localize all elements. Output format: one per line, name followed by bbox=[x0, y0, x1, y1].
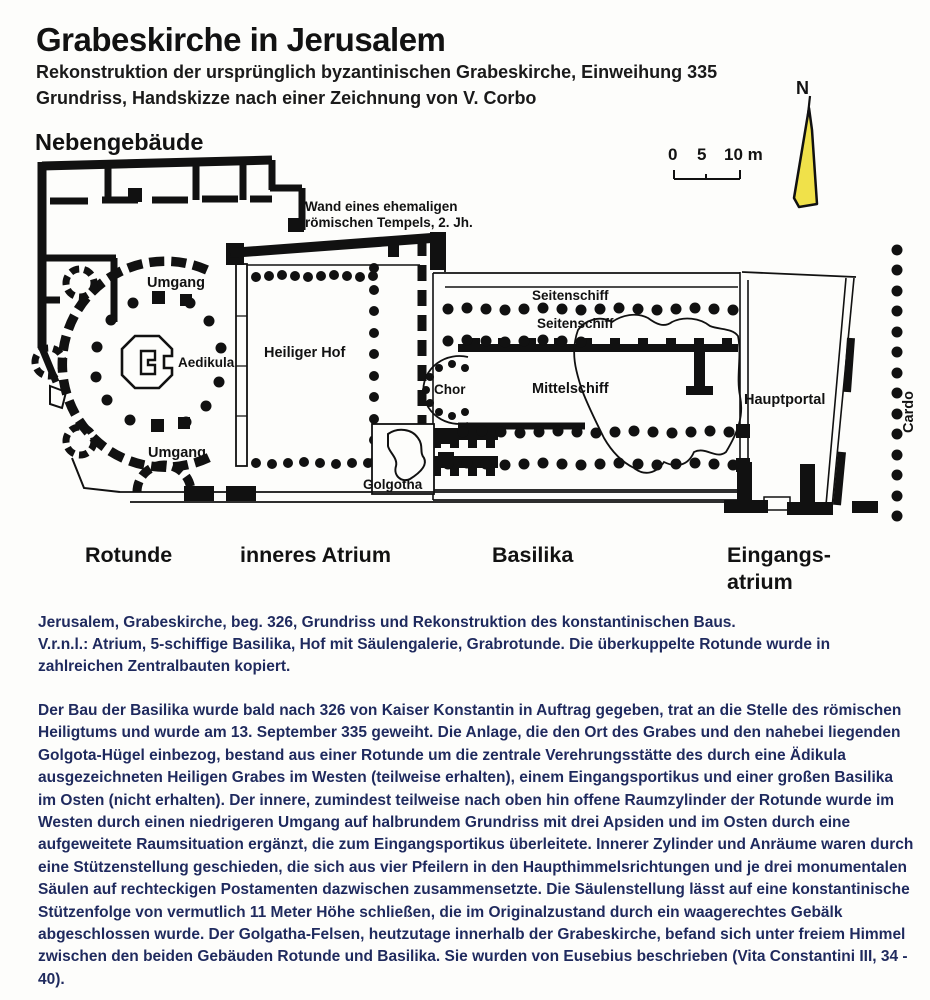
north-label: N bbox=[796, 78, 809, 98]
scale-tick-0: 0 bbox=[668, 145, 678, 164]
label-temple-wall-1: Wand eines ehemaligen bbox=[305, 199, 458, 214]
label-seitenschiff-outer: Seitenschiff bbox=[532, 288, 609, 303]
scale-tick-10: 10 m bbox=[724, 145, 763, 164]
aedicula-shrine bbox=[122, 336, 172, 388]
label-aedikula: Aedikula bbox=[178, 355, 235, 370]
label-golgotha: Golgotha bbox=[363, 477, 423, 492]
subtitle-line1: Rekonstruktion der ursprünglich byzantinischen Grabeskirche, Einweihung 335 bbox=[36, 62, 718, 83]
label-mittelschiff: Mittelschiff bbox=[532, 381, 609, 397]
caption bbox=[38, 612, 910, 678]
label-cardo: Cardo bbox=[901, 391, 917, 433]
scale-tick-5: 5 bbox=[697, 145, 707, 164]
zone-rotunde: Rotunde bbox=[85, 543, 173, 567]
cardo-columns bbox=[892, 245, 903, 522]
label-seitenschiff-inner: Seitenschiff bbox=[537, 316, 614, 331]
label-umgang-bottom: Umgang bbox=[148, 445, 206, 461]
label-temple-wall-2: römischen Tempels, 2. Jh. bbox=[305, 215, 473, 230]
zone-eingangsatrium-2: atrium bbox=[727, 570, 793, 594]
subtitle-line2: Grundriss, Handskizze nach einer Zeichnung von V. Corbo bbox=[36, 87, 537, 108]
zone-eingangsatrium-1: Eingangs- bbox=[727, 543, 831, 567]
north-arrow-icon bbox=[794, 96, 817, 207]
label-heiliger-hof: Heiliger Hof bbox=[264, 345, 346, 361]
label-umgang-top: Umgang bbox=[147, 275, 205, 291]
basilica-architrave-teeth bbox=[428, 338, 732, 476]
label-hauptportal: Hauptportal bbox=[744, 392, 826, 408]
roman-temple-wall bbox=[226, 237, 445, 272]
zone-inneres-atrium: inneres Atrium bbox=[240, 543, 391, 567]
label-chor: Chor bbox=[434, 382, 466, 397]
body-paragraph: Der Bau der Basilika wurde bald nach 326 von Kaiser Konstantin in Auftrag gegeben, trat an die Stelle des römischen Heiligtums und wurde am 13. September 335 geweiht. Die Anlage, die den Ort des Grabes und den nahebei liegenden Golgota-Hügel einbezog, bestand aus einer Rotunde um die zentrale Verehrungsstätte des durch eine Ädikula ausgezeichneten Heiligen Grabes im Westen (teilweise erhalten), einem Eingangsportikus und einer großen Basilika im Osten (nicht erhalten). Der innere, zumindest teilweise nach oben hin offene Raumzylinder der Rotunde wurde im Westen durch einen niedrigeren Umgang auf halbrundem Grundriss mit drei Apsiden und im Osten durch eine aufgeweitete Raumsituation ergänzt, die zum Eingangsportikus überleitete. Innerer Zylinder und Anräume waren durch eine Stützenstellung geschieden, die sich aus vier Pfeilern in den Haupthimmelsrichtungen und je drei monumentalen Säulen auf rechteckigen Postamenten dazwischen zusammensetzte. Die Säulenstellung lässt auf eine konstantinische Stützenfolge von vermutlich 11 Meter Höhe schließen, die im Originalzustand durch ein waagerechtes Gebälk abgeschlossen wurde. Der Golgatha-Felsen, heutzutage innerhalb der Grabeskirche, befand sich unter freiem Himmel zwischen den beiden Gebäuden Rotunde und Basilika. Sie wurden von Eusebius beschrieben (Vita Constantini III, 34 - 40). bbox=[38, 702, 914, 988]
caption-line1: Jerusalem, Grabeskirche, beg. 326, Grundriss und Rekonstruktion des konstantinischen Baus. bbox=[38, 614, 736, 631]
caption-line2: V.r.n.l.: Atrium, 5-schiffige Basilika, Hof mit Säulengalerie, Grabrotunde. Die überkuppelte Rotunde wurde in zahlreichen Zentralbauten kopiert. bbox=[38, 636, 831, 675]
zone-basilika: Basilika bbox=[492, 543, 574, 567]
scale-bar bbox=[674, 170, 740, 179]
label-nebengebaeude: Nebengebäude bbox=[35, 129, 204, 155]
page-title: Grabeskirche in Jerusalem bbox=[36, 21, 446, 58]
atrium-colonnade bbox=[251, 263, 379, 469]
